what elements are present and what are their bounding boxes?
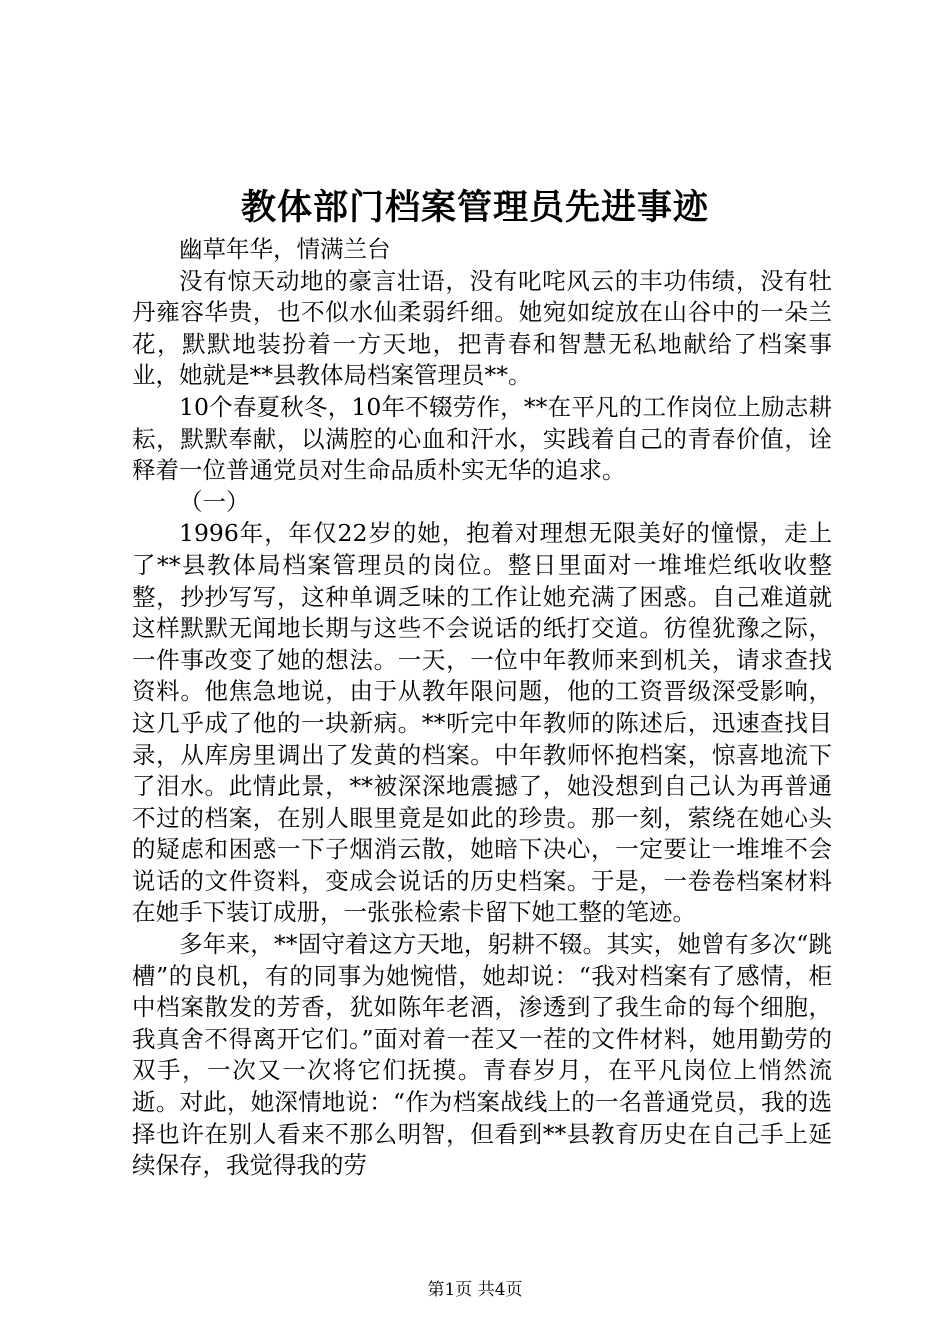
page-footer	[0, 1279, 950, 1301]
body-paragraph: 没有惊天动地的豪言壮语，没有叱咤风云的丰功伟绩，没有牡丹雍容华贵，也不似水仙柔弱纤细。她宛如绽放在山谷中的一朵兰花，默默地装扮着一方天地，把青春和智慧无私地献给了档案事业，她就是**县教体局档案管理员**。	[132, 266, 832, 390]
body-paragraph: 多年来，**固守着这方天地，躬耕不辍。其实，她曾有多次“跳槽”的良机，有的同事为她惋惜，她却说：“我对档案有了感情，柜中档案散发的芳香，犹如陈年老酒，渗透到了我生命的每个细胞，我真舍不得离开它们。”面对着一茬又一茬的文件材料，她用勤劳的双手，一次又一次将它们抚摸。青春岁月，在平凡岗位上悄然流逝。对此，她深情地说：“作为档案战线上的一名普通党员，我的选择也许在别人看来不那么明智，但看到**县教育历史在自己手上延续保存，我觉得我的劳	[132, 930, 832, 1180]
body-paragraph: 10个春夏秋冬，10年不辍劳作，**在平凡的工作岗位上励志耕耘，默默奉献，以满腔的心血和汗水，实践着自己的青春价值，诠释着一位普通党员对生命品质朴实无华的追求。	[132, 392, 832, 485]
document-body	[132, 234, 832, 1182]
section-heading: （一）	[179, 487, 250, 516]
body-paragraph: 1996年，年仅22岁的她，抱着对理想无限美好的憧憬，走上了**县教体局档案管理员的岗位。整日里面对一堆堆烂纸收收整整，抄抄写写，这种单调乏味的工作让她充满了困惑。自己难道就这样默默无闻地长期与这些不会说话的纸打交道。彷徨犹豫之际，一件事改变了她的想法。一天，一位中年教师来到机关，请求查找资料。他焦急地说，由于从教年限问题，他的工资晋级深受影响，这几乎成了他的一块新病。**听完中年教师的陈述后，迅速查找目录，从库房里调出了发黄的档案。中年教师怀抱档案，惊喜地流下了泪水。此情此景，**被深深地震撼了，她没想到自己认为再普通不过的档案，在别人眼里竟是如此的珍贵。那一刻，萦绕在她心头的疑虑和困惑一下子烟消云散，她暗下决心，一定要让一堆堆不会说话的文件资料，变成会说话的历史档案。于是，一卷卷档案材料在她手下装订成册，一张张检索卡留下她工整的笔迹。	[132, 519, 832, 927]
page-number: 第1页 共4页	[427, 1280, 523, 1300]
subtitle-paragraph: 幽草年华，情满兰台	[179, 235, 391, 263]
page-title: 教体部门档案管理员先进事迹	[240, 187, 709, 228]
